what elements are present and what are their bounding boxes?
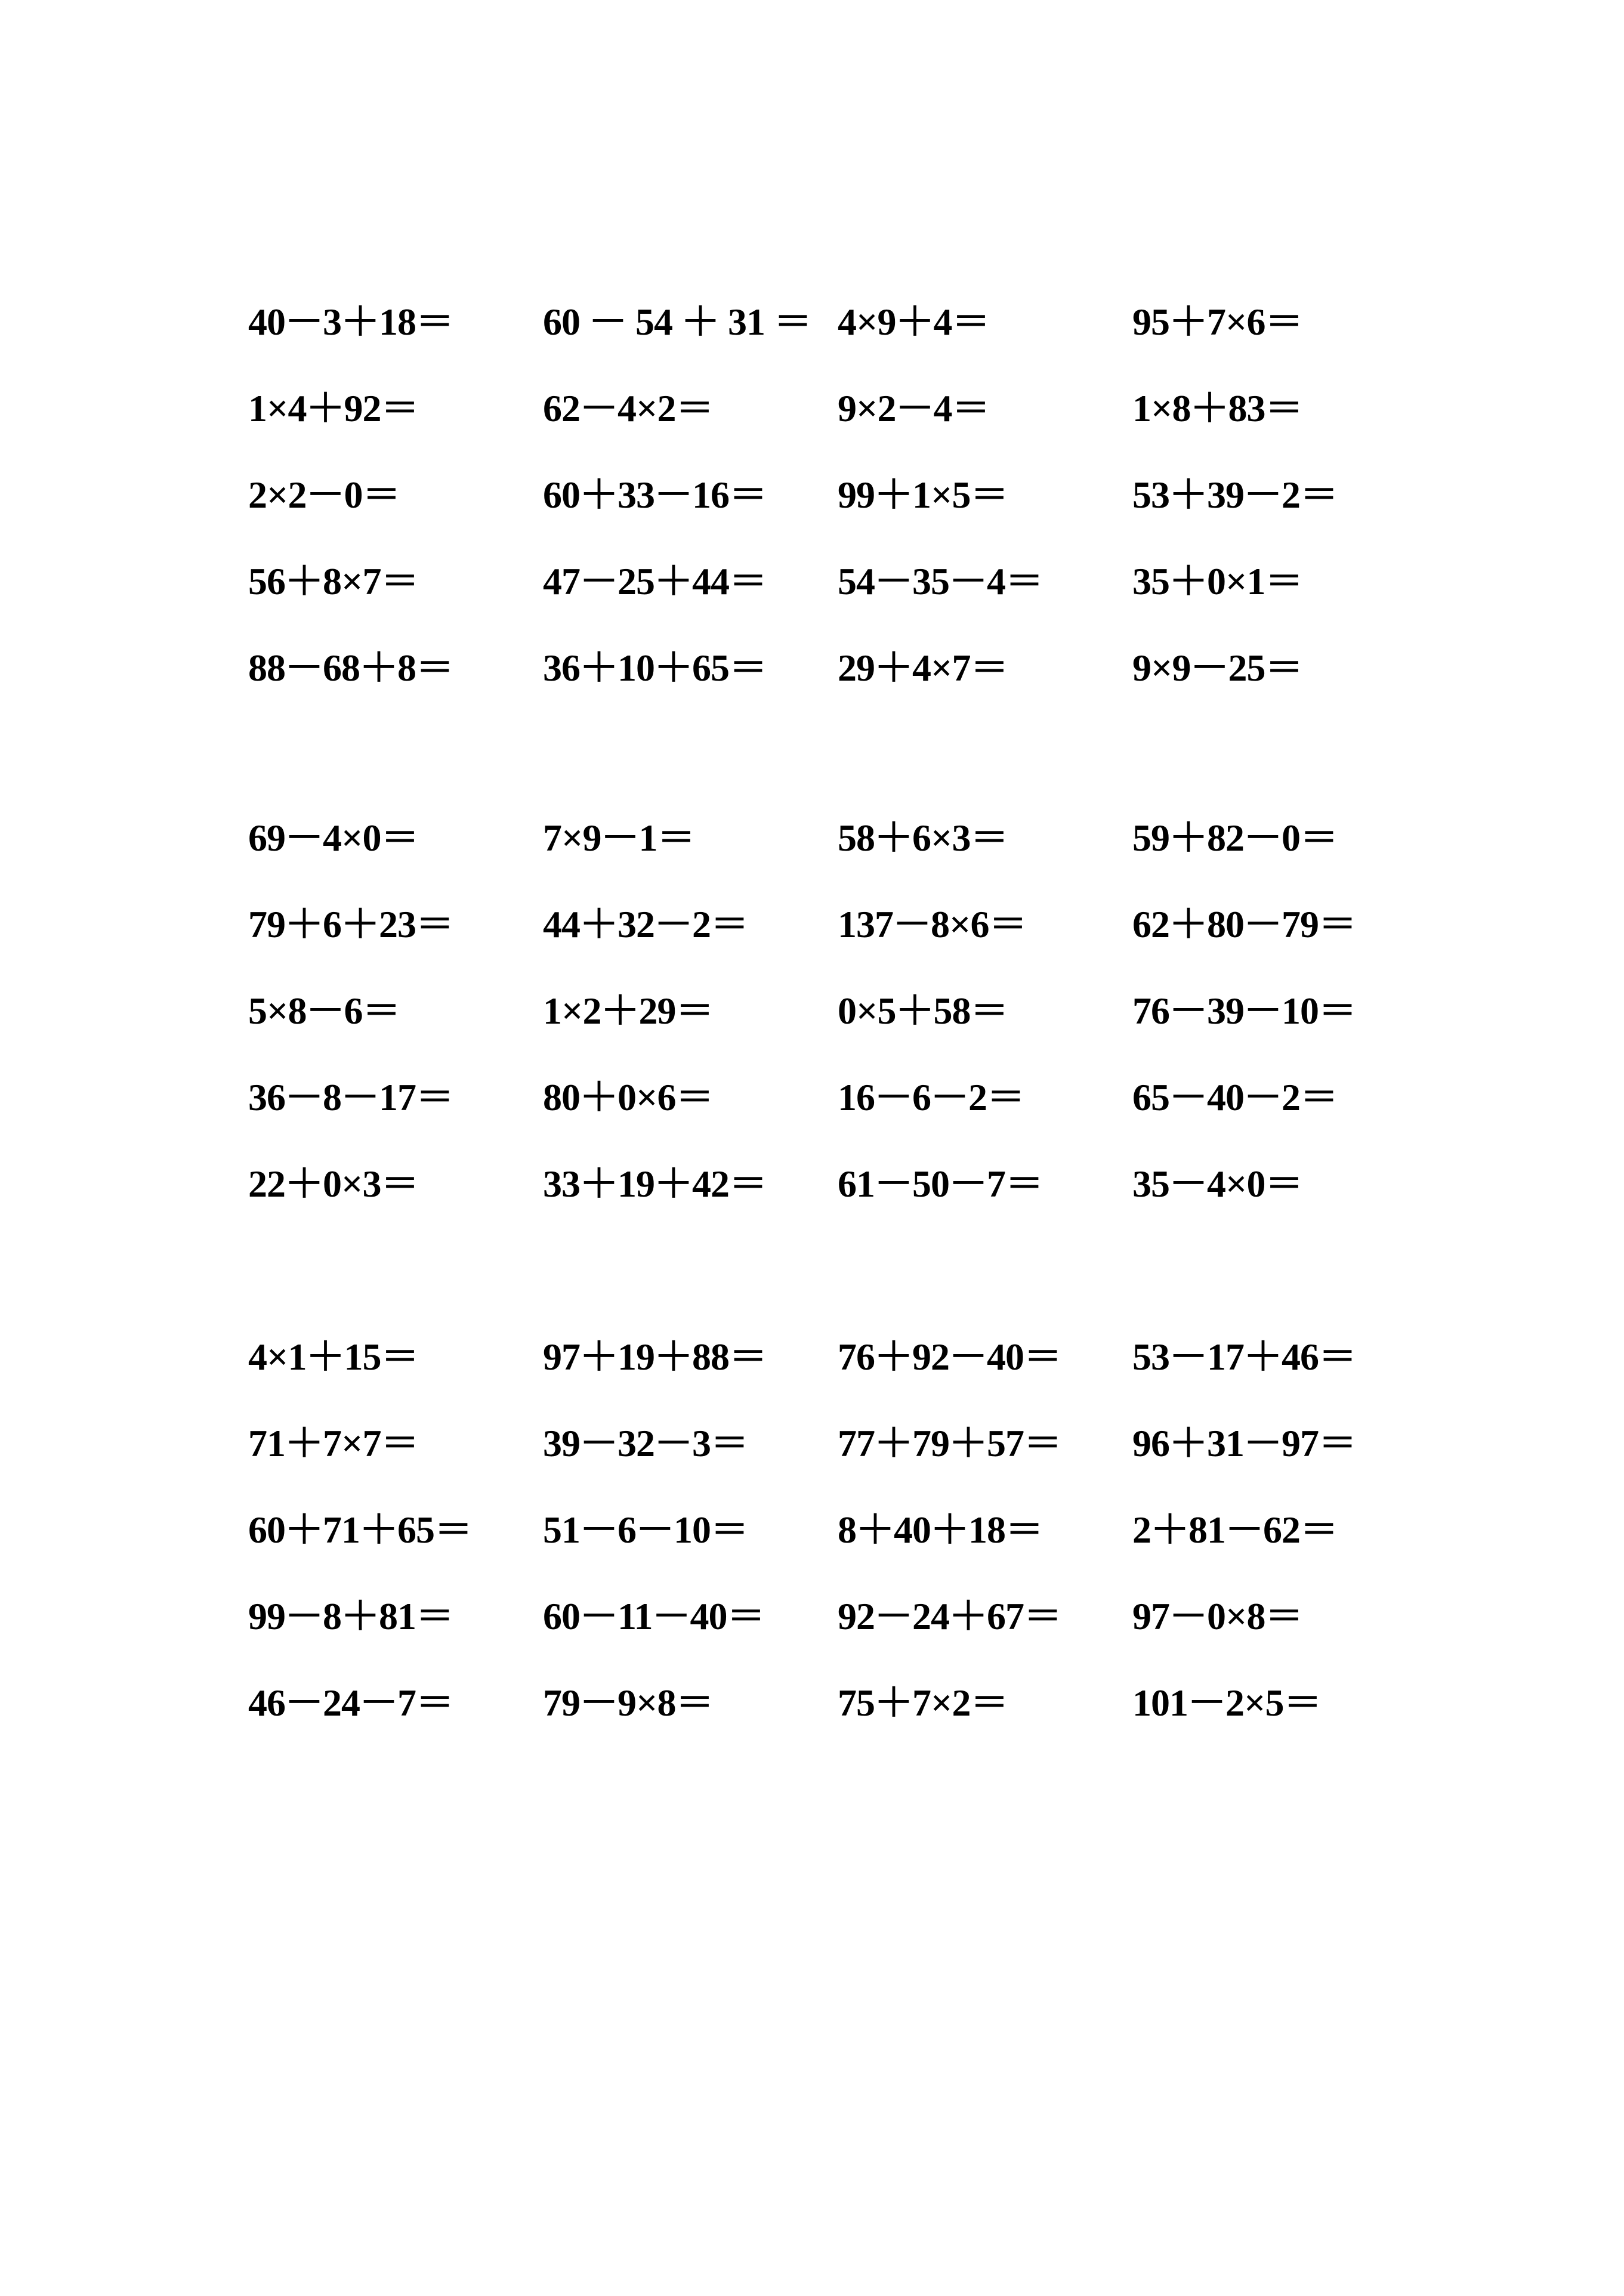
math-problem: 47－25＋44＝ <box>543 560 767 602</box>
math-problem: 60 － 54 ＋ 31 ＝ <box>543 301 811 343</box>
math-problem: 53＋39－2＝ <box>1132 474 1338 516</box>
problem-row <box>248 298 1441 346</box>
math-problem: 62＋80－79＝ <box>1132 903 1356 945</box>
math-problem: 92－24＋67＝ <box>838 1595 1061 1637</box>
math-problem: 137－8×6＝ <box>838 903 1027 945</box>
math-problem: 9×9－25＝ <box>1132 647 1303 689</box>
math-problem: 71＋7×7＝ <box>248 1422 419 1464</box>
math-problem: 29＋4×7＝ <box>838 647 1008 689</box>
math-problem: 5×8－6＝ <box>248 990 400 1032</box>
math-problem: 39－32－3＝ <box>543 1422 748 1464</box>
problem-row <box>248 1593 1441 1640</box>
math-problem: 1×2＋29＝ <box>543 990 714 1032</box>
problem-row <box>248 814 1441 862</box>
math-problem: 95＋7×6＝ <box>1132 301 1303 343</box>
math-problem: 60－11－40＝ <box>543 1595 765 1637</box>
problem-row <box>248 987 1441 1035</box>
math-problem: 16－6－2＝ <box>838 1076 1024 1118</box>
math-problem: 35＋0×1＝ <box>1132 560 1303 602</box>
math-problem: 36＋10＋65＝ <box>543 647 767 689</box>
math-problem: 22＋0×3＝ <box>248 1163 419 1205</box>
math-problem: 33＋19＋42＝ <box>543 1163 767 1205</box>
math-problem: 2×2－0＝ <box>248 474 400 516</box>
math-problem: 101－2×5＝ <box>1132 1682 1322 1724</box>
math-problem: 53－17＋46＝ <box>1132 1336 1356 1378</box>
math-problem: 60＋33－16＝ <box>543 474 767 516</box>
math-problem: 75＋7×2＝ <box>838 1682 1008 1724</box>
math-problem: 9×2－4＝ <box>838 387 990 429</box>
math-problem: 61－50－7＝ <box>838 1163 1043 1205</box>
math-problem: 44＋32－2＝ <box>543 903 748 945</box>
math-problem: 7×9－1＝ <box>543 817 695 859</box>
problem-row <box>248 901 1441 948</box>
math-problem: 35－4×0＝ <box>1132 1163 1303 1205</box>
problem-row <box>248 1074 1441 1121</box>
math-problem: 46－24－7＝ <box>248 1682 453 1724</box>
math-problem: 59＋82－0＝ <box>1132 817 1338 859</box>
problem-row <box>248 1333 1441 1381</box>
math-problem: 4×9＋4＝ <box>838 301 990 343</box>
problem-row <box>248 1679 1441 1727</box>
math-problem: 76－39－10＝ <box>1132 990 1356 1032</box>
math-problem: 36－8－17＝ <box>248 1076 453 1118</box>
problem-row <box>248 471 1441 519</box>
math-problem: 54－35－4＝ <box>838 560 1043 602</box>
math-problem: 99＋1×5＝ <box>838 474 1008 516</box>
math-problem: 8＋40＋18＝ <box>838 1509 1043 1551</box>
math-problem: 79＋6＋23＝ <box>248 903 453 945</box>
math-problem: 62－4×2＝ <box>543 387 714 429</box>
math-problem: 77＋79＋57＝ <box>838 1422 1061 1464</box>
problem-row <box>248 1506 1441 1554</box>
math-problem: 69－4×0＝ <box>248 817 419 859</box>
problem-row <box>248 644 1441 692</box>
math-problem: 97＋19＋88＝ <box>543 1336 767 1378</box>
math-problem: 2＋81－62＝ <box>1132 1509 1338 1551</box>
problem-row <box>248 558 1441 605</box>
math-problem: 76＋92－40＝ <box>838 1336 1061 1378</box>
math-problem: 88－68＋8＝ <box>248 647 453 689</box>
math-problem: 1×4＋92＝ <box>248 387 419 429</box>
math-problem: 99－8＋81＝ <box>248 1595 453 1637</box>
math-problem: 0×5＋58＝ <box>838 990 1008 1032</box>
math-problem: 97－0×8＝ <box>1132 1595 1303 1637</box>
problem-row <box>248 1160 1441 1208</box>
math-problem: 60＋71＋65＝ <box>248 1509 472 1551</box>
math-problem: 1×8＋83＝ <box>1132 387 1303 429</box>
math-problem: 96＋31－97＝ <box>1132 1422 1356 1464</box>
math-problem: 80＋0×6＝ <box>543 1076 714 1118</box>
math-problem: 65－40－2＝ <box>1132 1076 1338 1118</box>
math-problem: 79－9×8＝ <box>543 1682 714 1724</box>
math-problem: 56＋8×7＝ <box>248 560 419 602</box>
math-problem: 40－3＋18＝ <box>248 301 453 343</box>
math-problem: 51－6－10＝ <box>543 1509 748 1551</box>
math-problem: 58＋6×3＝ <box>838 817 1008 859</box>
math-problem: 4×1＋15＝ <box>248 1336 419 1378</box>
problem-row <box>248 1420 1441 1467</box>
problem-row <box>248 385 1441 432</box>
